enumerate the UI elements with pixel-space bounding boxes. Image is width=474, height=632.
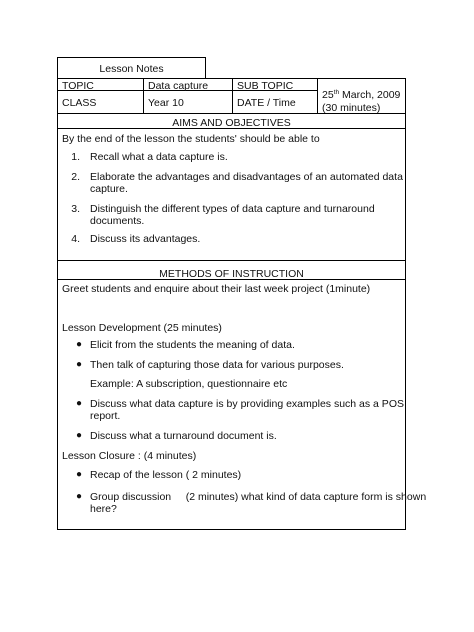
- aims-item-text-cont: capture.: [90, 183, 128, 195]
- list-item-text: Discuss what a turnaround document is.: [90, 430, 277, 442]
- bullet-icon: ●: [76, 469, 83, 480]
- greet-text: Greet students and enquire about their last week project (1minute): [62, 283, 371, 295]
- bullet-icon: ●: [76, 359, 83, 370]
- aims-item-number: 2.: [71, 171, 80, 183]
- aims-item-number: 3.: [71, 203, 80, 215]
- aims-item-text: Distinguish the different types of data capture and turnaround: [90, 203, 375, 215]
- subtopic-label: SUB TOPIC: [237, 80, 294, 92]
- bullet-icon: ●: [76, 339, 83, 350]
- duration-value: (30 minutes): [322, 102, 381, 114]
- topic-label: TOPIC: [62, 80, 94, 92]
- list-item-text: Recap of the lesson ( 2 minutes): [90, 469, 242, 481]
- topic-value: Data capture: [148, 80, 209, 92]
- bullet-icon: ●: [76, 430, 83, 441]
- date-rest: March, 2009: [339, 89, 401, 101]
- date-day: 25: [322, 89, 334, 101]
- bullet-icon: ●: [76, 398, 83, 409]
- aims-item-text: Recall what a data capture is.: [90, 151, 228, 163]
- datetime-label: DATE / Time: [237, 97, 296, 109]
- list-item-text: Group discussion (2 minutes) what kind of data capture form is shown: [90, 491, 427, 503]
- subtopic-value: [318, 78, 326, 82]
- bullet-icon: ●: [76, 491, 83, 502]
- methods-section: [57, 260, 406, 530]
- aims-intro: By the end of the lesson the students' should be able to: [62, 133, 320, 145]
- aims-item-text: Discuss its advantages.: [90, 233, 201, 245]
- class-label: CLASS: [62, 97, 97, 109]
- example-text: Example: A subscription, questionnaire etc: [90, 378, 288, 390]
- methods-heading: METHODS OF INSTRUCTION: [159, 268, 304, 280]
- closure-heading: Lesson Closure : (4 minutes): [62, 450, 197, 462]
- list-item-text-cont: report.: [90, 410, 121, 422]
- lesson-notes-title: Lesson Notes: [99, 63, 164, 75]
- list-item-text: Elicit from the students the meaning of data.: [90, 339, 295, 351]
- list-item-text: Then talk of capturing those data for various purposes.: [90, 359, 344, 371]
- list-item-text: Discuss what data capture is by providing examples such as a POS: [90, 398, 404, 410]
- list-item-text-cont: here?: [90, 503, 117, 515]
- class-value: Year 10: [148, 97, 184, 109]
- aims-item-number: 1.: [71, 151, 80, 163]
- aims-heading: AIMS AND OBJECTIVES: [172, 117, 291, 129]
- aims-item-number: 4.: [71, 233, 80, 245]
- date-suffix: th: [333, 89, 340, 96]
- aims-item-text-cont: documents.: [90, 215, 145, 227]
- aims-item-text: Elaborate the advantages and disadvantages of an automated data: [90, 171, 403, 183]
- development-heading: Lesson Development (25 minutes): [62, 322, 222, 334]
